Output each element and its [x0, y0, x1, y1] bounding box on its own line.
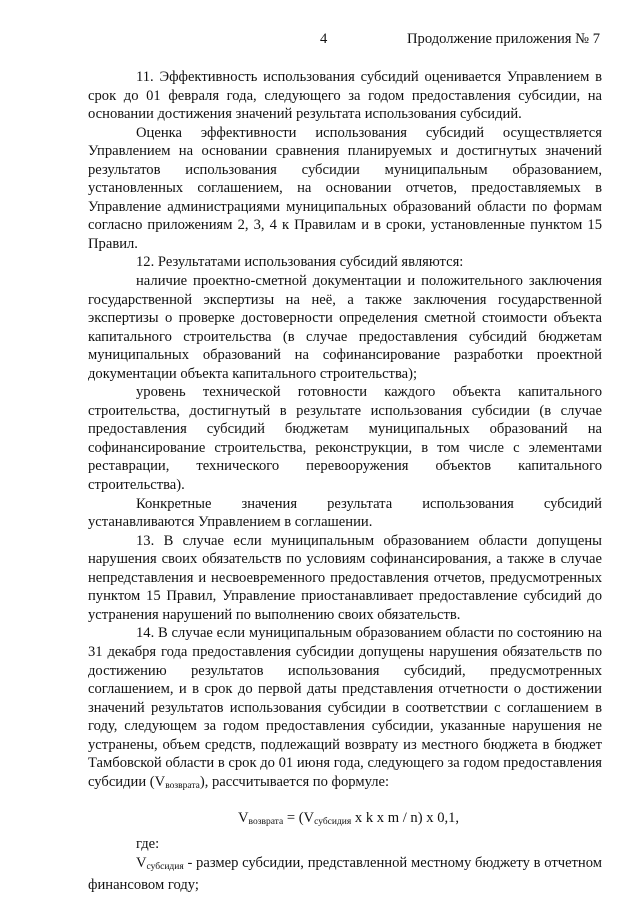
paragraph-evaluation: Оценка эффективности использования субсидий осуществляется Управлением на основании сравнения планируемых и достигнутых значений результатов использования субсидии муниципальным образованием, установленных соглашением, на основании отчетов, предоставляемых в Управление администрациями муниципальных образований области по формам согласно приложениям 2, 3, 4 к Правилам и в сроки, установленные пунктом 15 Правил. — [88, 124, 602, 252]
formula-lhs: V — [238, 810, 249, 827]
where-label: где: — [136, 836, 160, 853]
paragraph-14-text-end: ), рассчитывается по формуле: — [199, 773, 390, 790]
continuation-label: Продолжение приложения № 7 — [407, 31, 600, 47]
paragraph-12: 12. Результатами использования субсидий являются: — [136, 254, 464, 271]
definition-text: - размер субсидии, представленной местному бюджету в отчетном финансовом году; — [88, 854, 602, 894]
formula-equals: = (V — [283, 810, 315, 827]
formula-rest: x k x m / n) x 0,1, — [351, 810, 460, 827]
paragraph-12-readiness: уровень технической готовности каждого объекта капитального строительства, достигнутый в результате использования субсидии (в случае предоставления субсидий бюджетам муниципальных образований на софинансирование строительства, реконструкции, в том числе с элементами реставрации, технического перевооружения объектов капитального строительства). — [88, 384, 602, 494]
definition-v-subsidy — [88, 854, 602, 895]
paragraph-14-subscript: возврата — [165, 780, 200, 791]
paragraph-12-values: Конкретные значения результата использования субсидий устанавливаются Управлением в соглашении. — [88, 495, 602, 531]
page-number: 4 — [320, 31, 328, 47]
formula-lhs-subscript: возврата — [248, 817, 284, 828]
paragraph-14 — [88, 624, 602, 795]
document-body — [88, 68, 602, 895]
formula-rhs-subscript: субсидия — [314, 817, 352, 828]
definition-symbol: V — [136, 854, 147, 871]
paragraph-11: 11. Эффективность использования субсидий оценивается Управлением в срок до 01 февраля года, следующего за годом предоставления субсидии, на основании достижения значений результата использования субсидий. — [88, 69, 602, 123]
return-formula — [88, 809, 602, 831]
paragraph-13: 13. В случае если муниципальным образованием области допущены нарушения своих обязательств по условиям софинансирования, а также в случае непредставления и несвоевременного предоставления отчетов, предусмотренных пунктом 15 Правил, Управление приостанавливает предоставление субсидий до устранения нарушений по выполнению своих обязательств. — [88, 532, 602, 623]
paragraph-12-design-docs: наличие проектно-сметной документации и положительного заключения государственной экспертизы на неё, а также заключения государственной экспертизы о проверке достоверности определения сметной стоимости объекта капитального строительства (в случае предоставления субсидий бюджетам муниципальных образований на софинансирование разработки проектной документации объекта капитального строительства); — [88, 273, 602, 382]
definition-subscript: субсидия — [146, 861, 184, 872]
paragraph-14-text: 14. В случае если муниципальным образованием области по состоянию на 31 декабря года предоставления субсидии допущены нарушения обязательств по достижению результатов использования субсидий, предусмотренных соглашением, и в срок до первой даты представления отчетности о достижении значений результатов использования субсидии в соответствии с соглашением в году, следующем за годом предоставления субсидии, указанные нарушения не устранены, объем средств, подлежащий возврату из местного бюджета в бюджет Тамбовской области в срок до 01 июня года, следующего за годом предоставления субсидии (V — [88, 625, 602, 790]
